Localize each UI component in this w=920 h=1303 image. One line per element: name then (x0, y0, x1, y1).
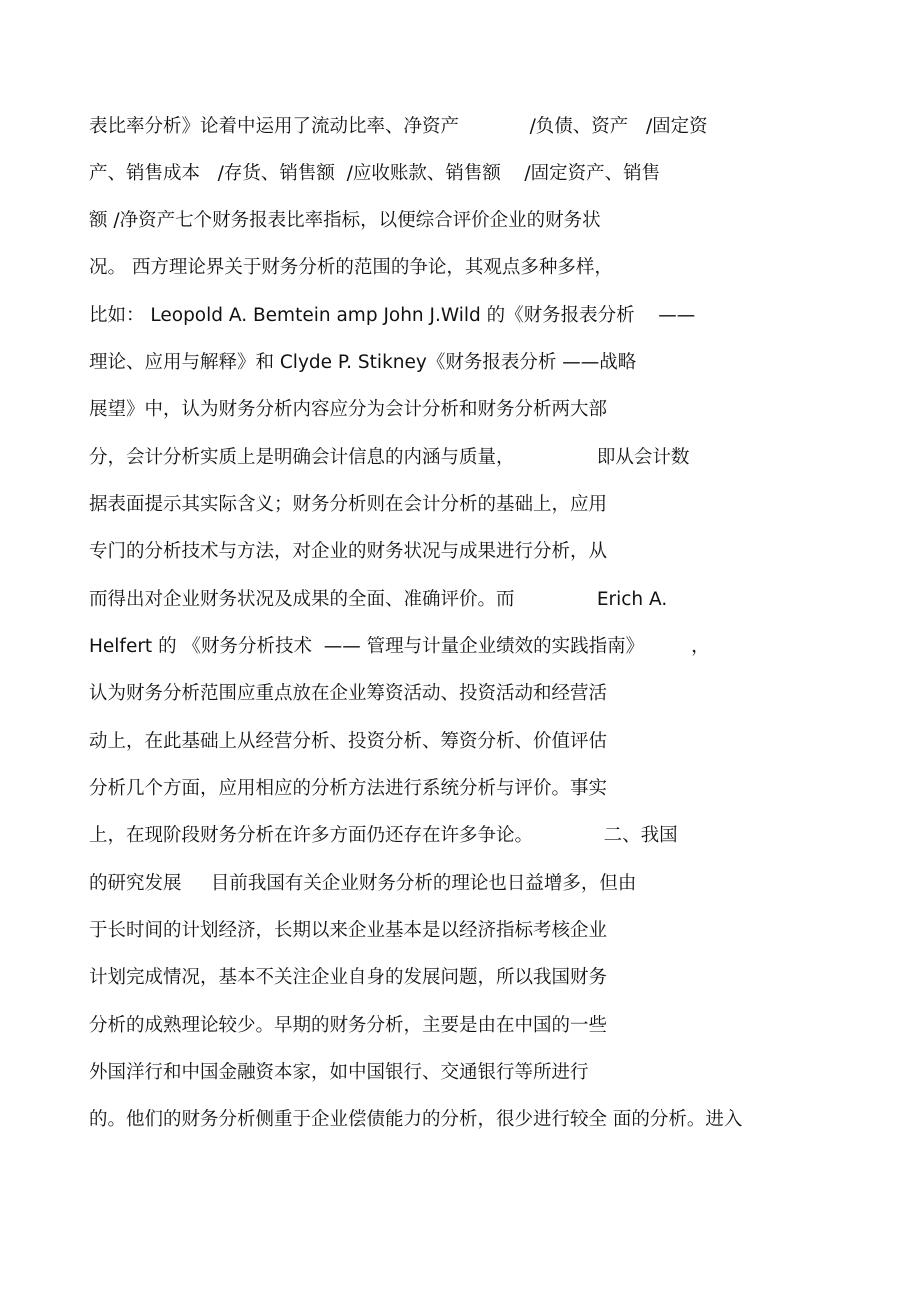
text-line-1: 表比率分析》论着中运用了流动比率、净资产 /负债、资产 /固定资 (89, 116, 708, 137)
text-line-16: 上，在现阶段财务分析在许多方面仍还存在许多争论。 二、我国 (89, 825, 678, 846)
text-line-6: 理论、应用与解释》和 Clyde P. Stikney《财务报表分析 ——战略 (89, 352, 637, 373)
text-line-7: 展望》中，认为财务分析内容应分为会计分析和财务分析两大部 (89, 399, 608, 420)
text-line-17: 的研究发展 目前我国有关企业财务分析的理论也日益增多，但由 (89, 873, 637, 894)
text-line-14: 动上，在此基础上从经营分析、投资分析、筹资分析、价值评估 (89, 731, 608, 752)
text-line-18: 于长时间的计划经济，长期以来企业基本是以经济指标考核企业 (89, 920, 608, 941)
text-line-2: 产、销售成本 /存货、销售额 /应收账款、销售额 /固定资产、销售 (89, 163, 661, 184)
text-line-8: 分，会计分析实质上是明确会计信息的内涵与质量， 即从会计数 (89, 447, 690, 468)
text-line-3: 额 /净资产七个财务报表比率指标，以便综合评价企业的财务状 (89, 210, 601, 231)
text-line-9: 据表面提示其实际含义；财务分析则在会计分析的基础上，应用 (89, 494, 608, 515)
text-line-4: 况。 西方理论界关于财务分析的范围的争论，其观点多种多样， (89, 257, 613, 278)
text-line-20: 分析的成熟理论较少。早期的财务分析，主要是由在中国的一些 (89, 1015, 608, 1036)
text-line-22: 的。他们的财务分析侧重于企业偿债能力的分析，很少进行较全 面的分析。进入 (89, 1109, 743, 1130)
text-line-12: Helfert 的 《财务分析技术 —— 管理与计量企业绩效的实践指南》 ， (89, 636, 710, 657)
text-line-11: 而得出对企业财务状况及成果的全面、准确评价。而 Erich A. (89, 589, 668, 610)
text-line-15: 分析几个方面，应用相应的分析方法进行系统分析与评价。事实 (89, 778, 608, 799)
text-line-10: 专门的分析技术与方法，对企业的财务状况与成果进行分析，从 (89, 541, 608, 562)
text-line-21: 外国洋行和中国金融资本家，如中国银行、交通银行等所进行 (89, 1062, 589, 1083)
text-line-19: 计划完成情况，基本不关注企业自身的发展问题，所以我国财务 (89, 967, 608, 988)
text-line-13: 认为财务分析范围应重点放在企业筹资活动、投资活动和经营活 (89, 683, 608, 704)
text-line-5: 比如： Leopold A. Bemtein amp John J.Wild 的《财务报表分析 —— (89, 305, 696, 326)
